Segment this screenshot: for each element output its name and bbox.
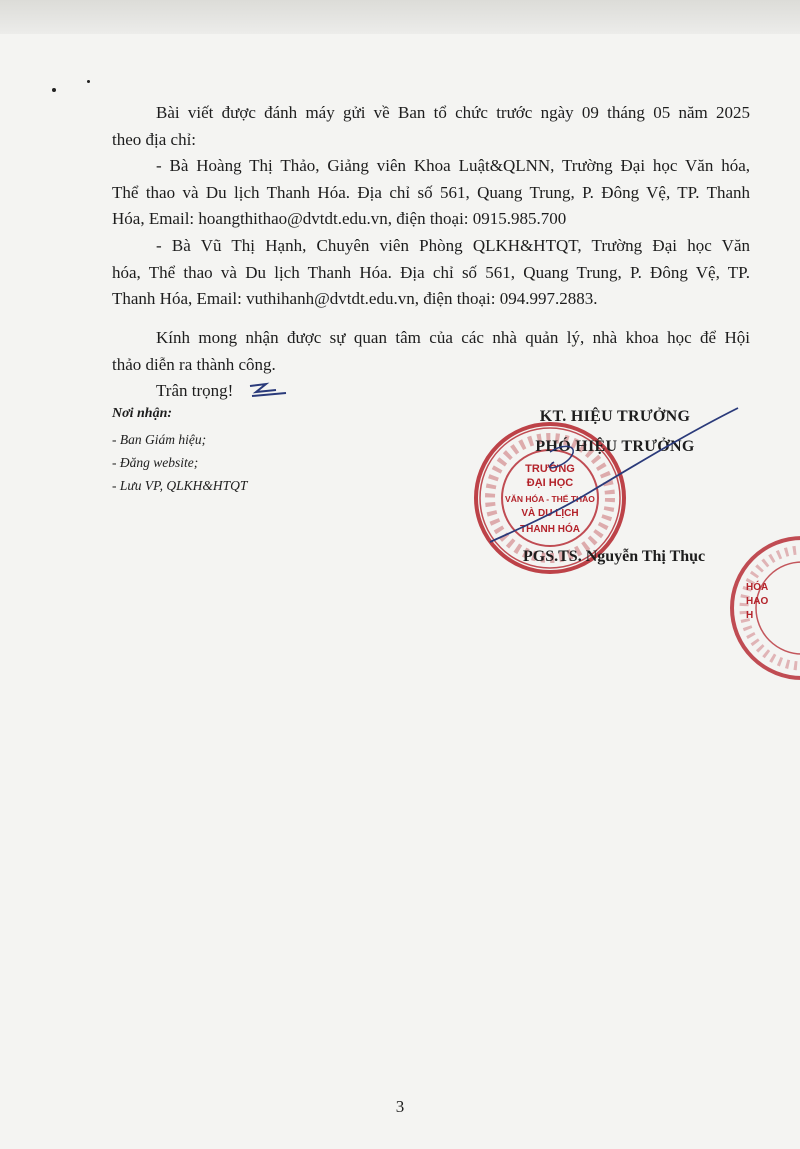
text-line: Bài viết được đánh máy gửi về Ban tổ chức trước ngày 09 tháng 05 năm 2025 — [156, 103, 750, 122]
text-line: Thể thao và Du lịch Thanh Hóa. Địa chỉ số 561, Quang Trung, P. Đông Vệ, TP. Thanh — [112, 182, 750, 202]
paragraph-closing — [112, 325, 750, 378]
signer-name: PGS.TS. Nguyễn Thị Thục — [523, 548, 706, 565]
recipient-item: - Ban Giám hiệu; — [112, 432, 207, 447]
recipient-item: - Lưu VP, QLKH&HTQT — [112, 478, 248, 493]
seal-text: ĐẠI HỌC — [526, 477, 574, 489]
recipient-item: - Đăng website; — [112, 455, 199, 470]
initials-mark-icon — [246, 380, 290, 402]
text-line: thảo diễn ra thành công. — [112, 354, 276, 374]
speck — [87, 80, 90, 83]
seal-text: TRƯỜNG — [525, 463, 575, 475]
seal-text: HAO — [746, 596, 769, 607]
handwritten-signature-icon — [470, 402, 750, 552]
partial-seal — [722, 528, 800, 688]
page-number: 3 — [395, 1097, 405, 1116]
scan-top-band — [0, 0, 800, 34]
text-line: theo địa chỉ: — [112, 129, 197, 149]
seal-text: HÓA — [746, 582, 769, 593]
speck — [52, 88, 56, 92]
seal-text: H — [746, 610, 754, 621]
paragraph-contact-2 — [112, 233, 750, 313]
text-line: Trân trọng! — [156, 381, 234, 400]
text-line: hóa, Thể thao và Du lịch Thanh Hóa. Địa chỉ số 561, Quang Trung, P. Đông Vệ, TP. — [112, 262, 750, 282]
text-line: Kính mong nhận được sự quan tâm của các nhà quản lý, nhà khoa học để Hội — [156, 328, 750, 347]
closing-greeting — [112, 378, 750, 405]
seal-text: THANH HÓA — [520, 524, 580, 535]
recipients-title: Nơi nhận: — [112, 406, 173, 421]
text-line: - Bà Vũ Thị Hạnh, Chuyên viên Phòng QLKH&HTQT, Trường Đại học Văn — [156, 236, 750, 255]
signature-title-1: KT. HIỆU TRƯỞNG — [539, 408, 691, 425]
paragraph-contact-1 — [112, 153, 750, 233]
text-line: Thanh Hóa, Email: vuthihanh@dvtdt.edu.vn, điện thoại: 094.997.2883. — [112, 289, 598, 308]
signature-title-2: PHÓ HIỆU TRƯỞNG — [535, 438, 695, 455]
seal-text: VÀ DU LỊCH — [521, 508, 579, 519]
seal-text: VĂN HÓA - THỂ THAO — [505, 494, 595, 504]
text-line: Hóa, Email: hoangthithao@dvtdt.edu.vn, điện thoại: 0915.985.700 — [112, 209, 567, 228]
paragraph-deadline — [112, 100, 750, 153]
recipients-list — [112, 428, 247, 497]
text-line: - Bà Hoàng Thị Thảo, Giảng viên Khoa Luật&QLNN, Trường Đại học Văn hóa, — [156, 156, 750, 175]
